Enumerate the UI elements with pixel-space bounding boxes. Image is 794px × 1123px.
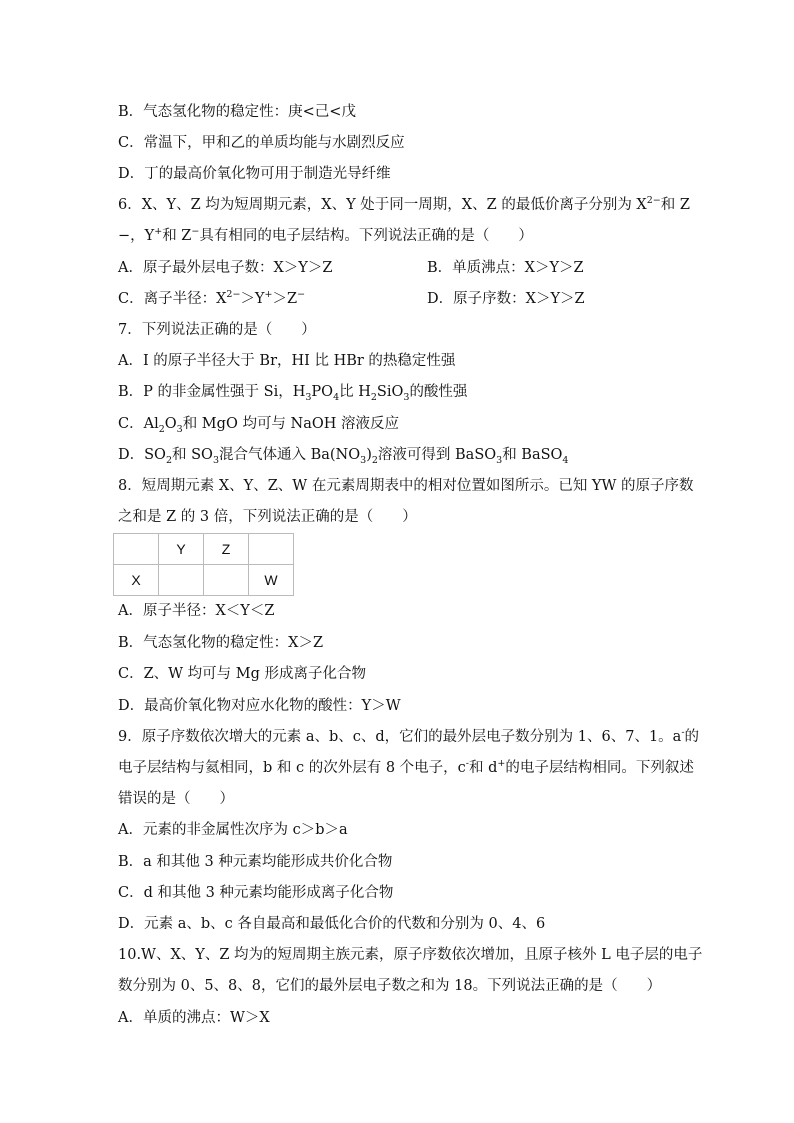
- q7-option-c: C．$Al_2O_3$和 MgO 均可与 NaOH 溶液反应: [118, 416, 400, 435]
- q8-option-c: C．Z、W 均可与 Mg 形成离子化合物: [118, 666, 367, 682]
- q8-stem-line1: 8．短周期元素 X、Y、Z、W 在元素周期表中的相对位置如图所示。已知 YW 的原子序数: [118, 478, 694, 494]
- table-row: [114, 534, 294, 565]
- q8-option-a: A．原子半径：X＜Y＜Z: [118, 603, 275, 619]
- q8-stem-line2: 之和是 Z 的 3 倍，下列说法正确的是（ ）: [118, 509, 417, 525]
- q9-option-a: A．元素的非金属性次序为 c＞b＞a: [118, 822, 348, 838]
- periodic-position-table: [113, 533, 294, 596]
- q6-option-c: C．离子半径：$X^{2-}>Y^+>Z^-$: [118, 289, 306, 307]
- q8-option-b: B．气态氢化物的稳定性：X＞Z: [118, 635, 324, 651]
- q7-stem: 7．下列说法正确的是（ ）: [118, 322, 316, 338]
- q9-option-c: C．d 和其他 3 种元素均能形成离子化合物: [118, 885, 394, 901]
- table-cell: Y: [159, 534, 204, 565]
- table-cell: Z: [204, 534, 249, 565]
- q9-stem-line3: 错误的是（ ）: [118, 791, 234, 807]
- q9-stem-line2: 电子层结构与氦相同，b 和 c 的次外层有 8 个电子，c-和 d+的电子层结构相同。下列叙述: [118, 758, 694, 776]
- table-cell: W: [249, 565, 294, 596]
- q9-option-d: D．元素 a、b、c 各自最高和最低化合价的代数和分别为 0、4、6: [118, 916, 546, 932]
- q9-option-b: B．a 和其他 3 种元素均能形成共价化合物: [118, 854, 393, 870]
- q5-option-c: C．常温下，甲和乙的单质均能与水剧烈反应: [118, 135, 405, 151]
- table-row: [114, 565, 294, 596]
- table-cell: [159, 565, 204, 596]
- table-cell: [114, 534, 159, 565]
- q7-option-d: D．$SO_2$和 $SO_3$混合气体通入 $Ba(NO_3)_2$溶液可得到 BaSO$_3$和 BaSO$_4$: [118, 447, 569, 466]
- q6-option-b: B．单质沸点：X＞Y＞Z: [427, 260, 584, 276]
- q10-option-a: A．单质的沸点：W＞X: [118, 1010, 270, 1026]
- table-cell: [204, 565, 249, 596]
- q10-stem-line1: 10.W、X、Y、Z 均为的短周期主族元素，原子序数依次增加，且原子核外 L 电子层的电子: [118, 947, 703, 963]
- q8-option-d: D．最高价氧化物对应水化物的酸性：Y＞W: [118, 698, 401, 714]
- q5-option-d: D．丁的最高价氧化物可用于制造光导纤维: [118, 166, 391, 182]
- q9-stem-line1: 9．原子序数依次增大的元素 a、b、c、d，它们的最外层电子数分别为 1、6、7、1。a-的: [118, 727, 700, 745]
- q6-stem-line1: 6．X、Y、Z 均为短周期元素，X、Y 处于同一周期，X、Z 的最低价离子分别为 $X^{2-}$和 Z: [118, 195, 690, 213]
- q6-option-d: D．原子序数：X＞Y＞Z: [427, 291, 585, 307]
- q7-option-a: A．I 的原子半径大于 Br，HI 比 HBr 的热稳定性强: [118, 353, 456, 369]
- q5-option-b: B．气态氢化物的稳定性：庚<己<戊: [118, 104, 356, 120]
- table-cell: X: [114, 565, 159, 596]
- q10-stem-line2: 数分别为 0、5、8、8，它们的最外层电子数之和为 18。下列说法正确的是（ ）: [118, 978, 662, 994]
- q6-stem-line2: −，Y+和 Z−具有相同的电子层结构。下列说法正确的是（ ）: [118, 226, 533, 244]
- table-cell: [249, 534, 294, 565]
- q7-option-b: B．P 的非金属性强于 Si，$H_3PO_4$比 $H_2SiO_3$的酸性强: [118, 384, 468, 403]
- q6-option-a: A．原子最外层电子数：X＞Y＞Z: [118, 260, 333, 276]
